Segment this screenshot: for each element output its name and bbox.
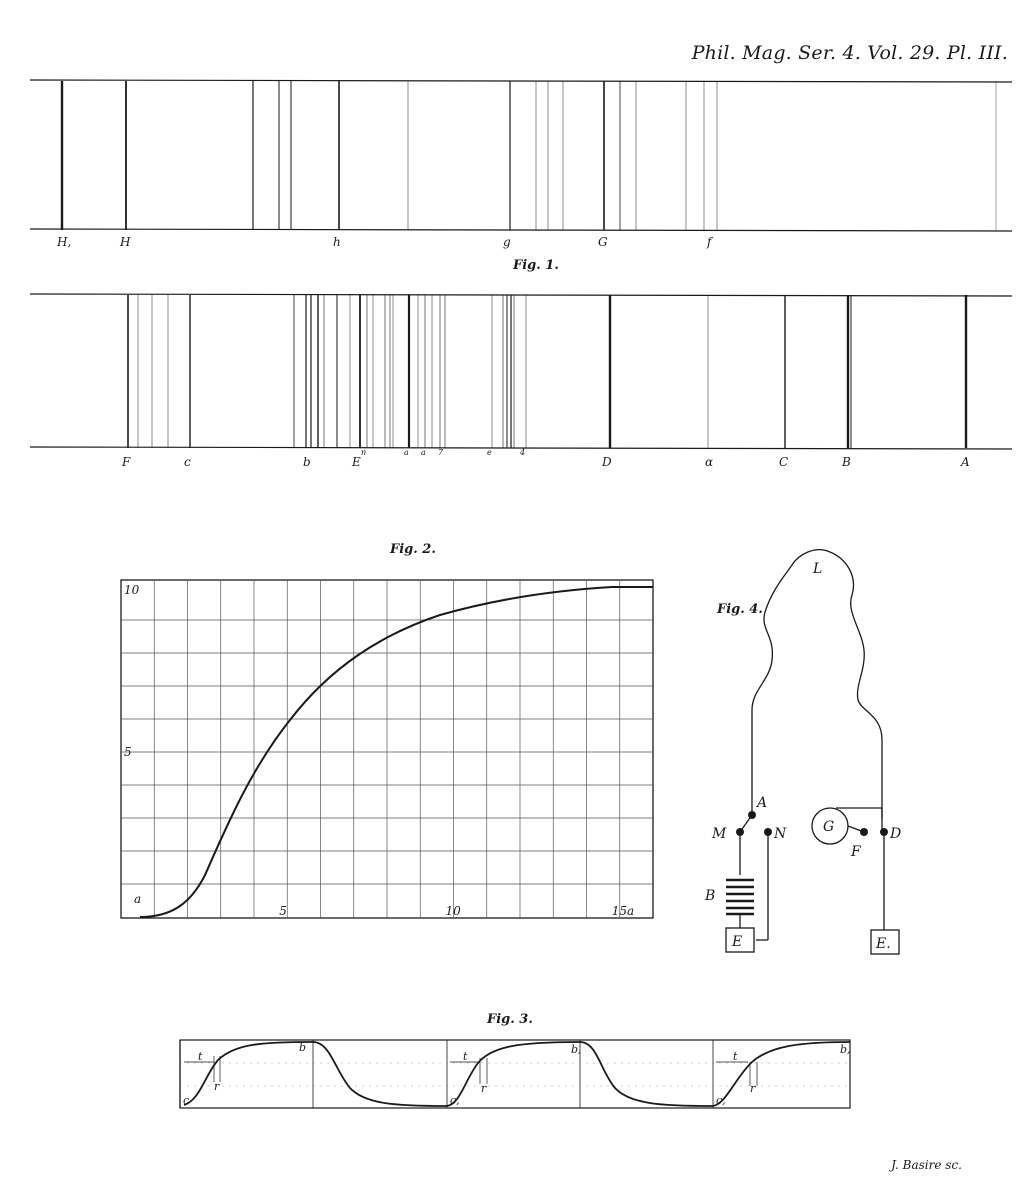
fig2-xtick-2: 15a (611, 904, 635, 918)
fig3-c1-label: c, (450, 1094, 460, 1107)
fig4-D-label: D (890, 826, 902, 842)
fig4-B-label: B (705, 888, 716, 904)
fig3-b-label: b (299, 1041, 307, 1054)
fig3-b1-label: b, (571, 1043, 582, 1056)
fig1-upper-label-4: G (598, 235, 608, 249)
fig1-upper-label-2: h (333, 235, 341, 249)
fig1-lower-labels (121, 448, 970, 469)
fig1-lower-label-3: E (352, 455, 361, 469)
fig2-annotation: a (134, 892, 142, 906)
fig4-N-label: N (774, 826, 787, 842)
fig1-lower-label-7: B (842, 455, 851, 469)
fig1-lower-spectrum (30, 294, 1012, 449)
fig3-c-label: c (183, 1094, 190, 1107)
fig1-upper-label-1: H (120, 235, 131, 249)
fig3-b2-label: b, (840, 1043, 851, 1056)
fig2-label: Fig. 2. (390, 542, 436, 557)
fig4-battery (726, 880, 754, 914)
fig3-r2-label: r (481, 1082, 487, 1095)
fig1-lower-minor-3: e (487, 448, 492, 457)
fig1-upper-label-5: f (707, 235, 712, 249)
fig1-lower-minor-4: 4 (520, 448, 526, 457)
fig2-ytick-0: 10 (124, 583, 140, 597)
fig1-label: Fig. 1. (513, 258, 559, 273)
fig1-upper-label-3: g (503, 235, 511, 249)
fig1-lower-label-1: c (184, 455, 191, 469)
fig2-plot (121, 580, 653, 918)
fig1-lower-minor-2: 7 (438, 448, 444, 457)
plate-header: Phil. Mag. Ser. 4. Vol. 29. Pl. III. (691, 42, 1008, 64)
fig1-lower-minor-1: a (421, 448, 426, 457)
fig4-F-label: F (851, 844, 861, 860)
engraver-credit: J. Basire sc. (891, 1158, 962, 1172)
fig1-lower-label-0: F (122, 455, 131, 469)
fig2-ytick-1: 5 (124, 745, 132, 759)
fig1-lower-label-8: A (961, 455, 970, 469)
fig2-xtick-1: 10 (445, 904, 461, 918)
fig4-circuit (726, 550, 902, 954)
fig3-c2-label: c, (716, 1094, 726, 1107)
fig1-lower-label-5: α (705, 455, 714, 469)
fig4-E1-label: E (732, 934, 743, 950)
fig3-label: Fig. 3. (487, 1012, 533, 1027)
fig3-t3-label: t (733, 1050, 738, 1063)
fig4-M-label: M (712, 826, 727, 842)
fig2-xtick-0: 5 (279, 904, 287, 918)
fig4-vessel-L (752, 550, 882, 818)
fig4-L-label: L (813, 561, 823, 577)
fig1-lower-label-4: D (602, 455, 612, 469)
fig1-lower-minor-5: n (361, 448, 367, 457)
fig1-lower-label-6: C (779, 455, 789, 469)
fig3-plot (180, 1040, 850, 1108)
fig3-labels (183, 1041, 851, 1107)
fig3-r-label: r (214, 1080, 220, 1093)
fig4-E2-label: E. (876, 936, 891, 952)
fig1-lower-label-2: b (303, 455, 311, 469)
fig4-A-label: A (757, 795, 768, 811)
fig3-r3-label: r (750, 1082, 756, 1095)
fig3-t-label: t (198, 1050, 203, 1063)
fig4-G-label: G (823, 819, 835, 835)
fig1-lower-minor-0: a (404, 448, 409, 457)
fig1-upper-spectrum (30, 80, 1012, 231)
fig3-t2-label: t (463, 1050, 468, 1063)
fig1-upper-label-0: H, (57, 235, 72, 249)
fig4-label: Fig. 4. (717, 602, 763, 617)
fig1-upper-labels (56, 235, 714, 249)
